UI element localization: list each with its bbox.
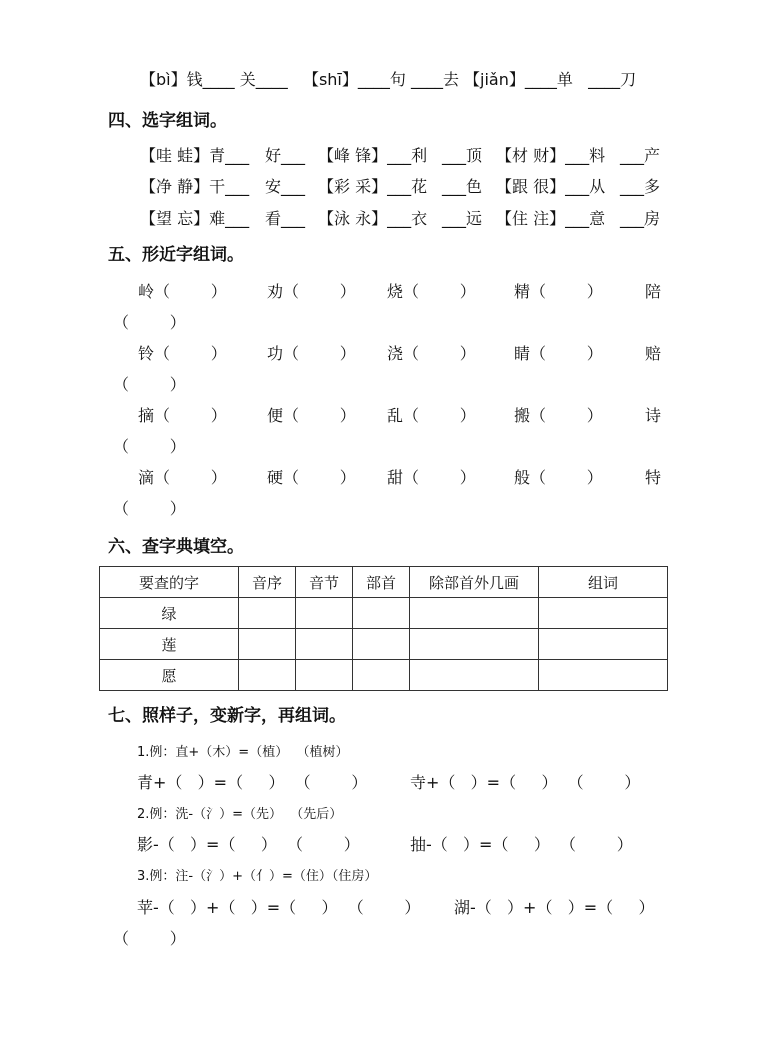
blank-cell[interactable]: [353, 598, 410, 629]
char-cell: 愿: [100, 660, 239, 691]
word-blank-item[interactable]: 【材 财】___料: [496, 146, 606, 165]
word-blank-item[interactable]: ___远: [442, 209, 483, 228]
header-cell: 部首: [353, 567, 410, 598]
header-cell: 要查的字: [100, 567, 239, 598]
pinyin-fill-line: 【bì】钱____ 关____ 【shī】____句 ____去 【jiǎn】____单 ____刀: [140, 70, 637, 89]
header-cell: 组词: [539, 567, 668, 598]
similar-char-item[interactable]: 摘（ ）: [138, 406, 227, 425]
char-cell: 莲: [100, 629, 239, 660]
section6-title: 六、查字典填空。: [108, 537, 244, 557]
header-cell: 除部首外几画: [410, 567, 539, 598]
section4-title: 四、选字组词。: [108, 111, 227, 131]
word-blank-item[interactable]: ___顶: [442, 146, 483, 165]
similar-char-item[interactable]: 诗: [645, 406, 662, 425]
word-blank-item[interactable]: ___房: [620, 209, 661, 228]
example-3: 3.例：注-（氵）+（亻）=（住）（住房）: [137, 869, 378, 884]
blank-cell[interactable]: [410, 660, 539, 691]
example-1: 1.例：直+（木）=（植） （植树）: [137, 745, 349, 760]
question-2b[interactable]: 抽-（ ）=（ ） （ ）: [410, 835, 633, 854]
question-1b[interactable]: 寺+（ ）=（ ） （ ）: [410, 773, 641, 792]
blank-cell[interactable]: [296, 629, 353, 660]
similar-char-wrap[interactable]: （ ）: [113, 437, 186, 456]
similar-char-item[interactable]: 睛（ ）: [514, 344, 603, 363]
section5-title: 五、形近字组词。: [108, 245, 244, 265]
blank-cell[interactable]: [239, 660, 296, 691]
word-blank-item[interactable]: 安___: [265, 177, 306, 196]
question-3b-wrap[interactable]: （ ）: [113, 929, 186, 948]
similar-char-item[interactable]: 岭（ ）: [138, 282, 227, 301]
blank-cell[interactable]: [296, 660, 353, 691]
similar-char-item[interactable]: 甜（ ）: [387, 468, 476, 487]
word-blank-item[interactable]: ___多: [620, 177, 661, 196]
word-blank-item[interactable]: 【彩 采】___花: [318, 177, 428, 196]
word-blank-item[interactable]: 【住 注】___意: [496, 209, 606, 228]
similar-char-item[interactable]: 乱（ ）: [387, 406, 476, 425]
similar-char-item[interactable]: 铃（ ）: [138, 344, 227, 363]
similar-char-item[interactable]: 滴（ ）: [138, 468, 227, 487]
header-cell: 音节: [296, 567, 353, 598]
similar-char-item[interactable]: 便（ ）: [267, 406, 356, 425]
word-blank-item[interactable]: 【哇 蛙】青___: [140, 146, 250, 165]
similar-char-item[interactable]: 陪: [645, 282, 662, 301]
blank-cell[interactable]: [353, 660, 410, 691]
header-cell: 音序: [239, 567, 296, 598]
similar-char-wrap[interactable]: （ ）: [113, 375, 186, 394]
blank-cell[interactable]: [539, 598, 668, 629]
blank-cell[interactable]: [539, 660, 668, 691]
similar-char-item[interactable]: 劝（ ）: [267, 282, 356, 301]
dictionary-table: [99, 566, 668, 691]
section7-title: 七、照样子，变新字，再组词。: [108, 706, 346, 726]
blank-cell[interactable]: [239, 629, 296, 660]
table-row: [100, 629, 668, 660]
char-cell: 绿: [100, 598, 239, 629]
similar-char-wrap[interactable]: （ ）: [113, 499, 186, 518]
question-3a[interactable]: 苹-（ ）+（ ）=（ ） （ ）: [137, 898, 421, 917]
similar-char-item[interactable]: 精（ ）: [514, 282, 603, 301]
similar-char-item[interactable]: 功（ ）: [267, 344, 356, 363]
blank-cell[interactable]: [539, 629, 668, 660]
word-blank-item[interactable]: ___色: [442, 177, 483, 196]
similar-char-item[interactable]: 硬（ ）: [267, 468, 356, 487]
example-2: 2.例：洗-（氵）=（先） （先后）: [137, 807, 343, 822]
similar-char-item[interactable]: 搬（ ）: [514, 406, 603, 425]
blank-cell[interactable]: [410, 629, 539, 660]
word-blank-item[interactable]: 【净 静】干___: [140, 177, 250, 196]
blank-cell[interactable]: [353, 629, 410, 660]
word-blank-item[interactable]: 【峰 锋】___利: [318, 146, 428, 165]
word-blank-item[interactable]: 好___: [265, 146, 306, 165]
word-blank-item[interactable]: 【跟 很】___从: [496, 177, 606, 196]
blank-cell[interactable]: [239, 598, 296, 629]
word-blank-item[interactable]: ___产: [620, 146, 661, 165]
table-row: [100, 598, 668, 629]
blank-cell[interactable]: [296, 598, 353, 629]
word-blank-item[interactable]: 看___: [265, 209, 306, 228]
blank-cell[interactable]: [410, 598, 539, 629]
table-row: [100, 660, 668, 691]
question-1a[interactable]: 青+（ ）=（ ） （ ）: [137, 773, 368, 792]
question-3b[interactable]: 湖-（ ）+（ ）=（ ）: [454, 898, 655, 917]
similar-char-wrap[interactable]: （ ）: [113, 313, 186, 332]
similar-char-item[interactable]: 烧（ ）: [387, 282, 476, 301]
similar-char-item[interactable]: 般（ ）: [514, 468, 603, 487]
similar-char-item[interactable]: 赔: [645, 344, 662, 363]
similar-char-item[interactable]: 特: [645, 468, 662, 487]
table-header-row: [100, 567, 668, 598]
word-blank-item[interactable]: 【泳 永】___衣: [318, 209, 428, 228]
word-blank-item[interactable]: 【望 忘】难___: [140, 209, 250, 228]
question-2a[interactable]: 影-（ ）=（ ） （ ）: [137, 835, 360, 854]
similar-char-item[interactable]: 浇（ ）: [387, 344, 476, 363]
